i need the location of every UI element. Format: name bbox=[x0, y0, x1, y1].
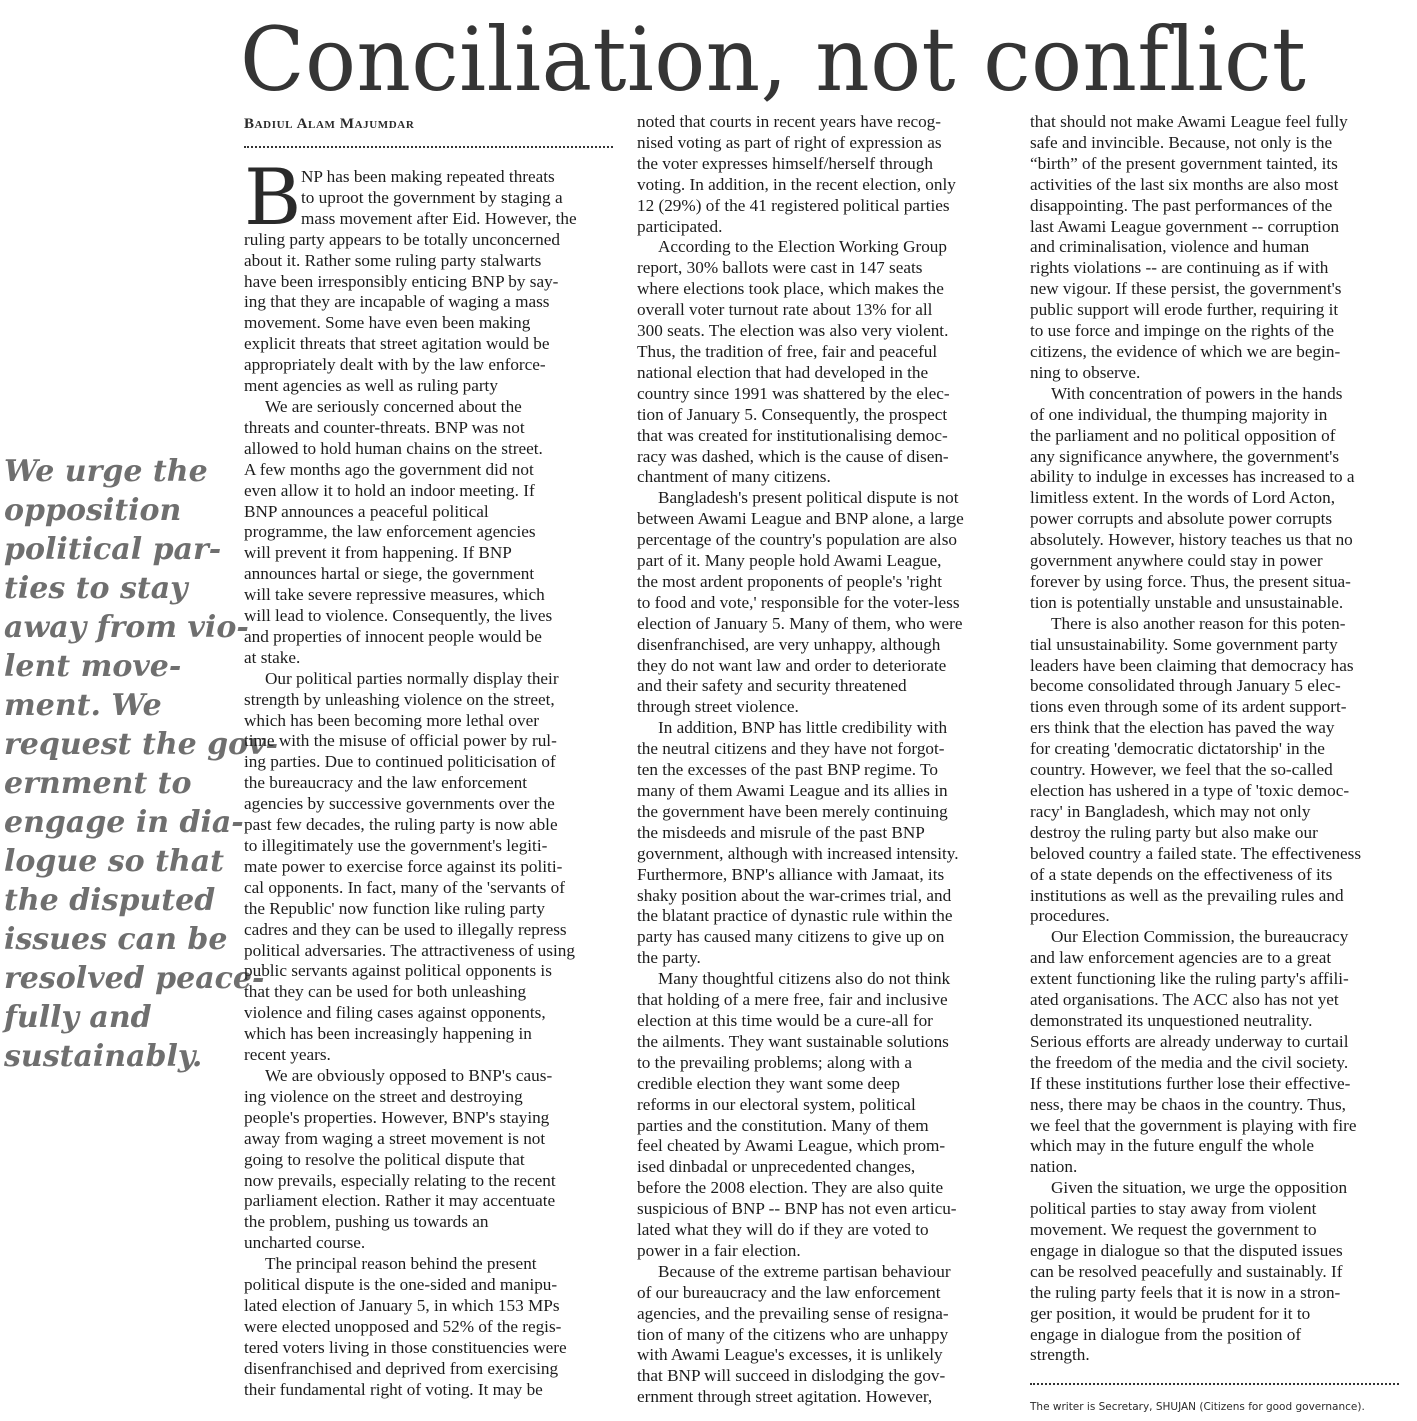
article-text-line: political dispute is the one-sided and manipu- bbox=[244, 1275, 558, 1295]
article-text-line: uncharted course. bbox=[244, 1233, 366, 1253]
article-text-line: absolutely. However, history teaches us that no bbox=[1030, 530, 1353, 550]
article-text-line: the government have been merely continuing bbox=[637, 801, 948, 821]
pull-quote-line: political par- bbox=[4, 532, 222, 567]
pull-quote-line: logue so that bbox=[4, 844, 225, 879]
article-text-line: In addition, BNP has little credibility with bbox=[658, 718, 948, 738]
article-text-line: percentage of the country's population are also bbox=[637, 530, 957, 550]
article-text-line: political parties to stay away from violent bbox=[1030, 1199, 1317, 1219]
article-text-line: threats and counter-threats. BNP was not bbox=[244, 417, 525, 437]
article-text-line: movement. Some have even been making bbox=[244, 313, 531, 333]
article-text-line: tered voters living in those constituencies were bbox=[244, 1337, 567, 1357]
article-text-line: the misdeeds and misrule of the past BNP bbox=[637, 822, 925, 842]
article-text-line: leaders have been claiming that democracy has bbox=[1030, 655, 1354, 675]
headline: Conciliation, not conflict bbox=[240, 8, 1307, 111]
article-text-line: mass movement after Eid. However, the bbox=[301, 208, 577, 228]
article-text-line: racy was dashed, which is the cause of disen- bbox=[637, 446, 949, 466]
byline-divider bbox=[244, 146, 613, 148]
article-text-line: lated what they will do if they are voted to bbox=[637, 1220, 929, 1240]
article-text-line: With concentration of powers in the hands bbox=[1051, 383, 1343, 403]
article-text-line: will lead to violence. Consequently, the lives bbox=[244, 606, 553, 626]
article-text-line: the neutral citizens and they have not forgot- bbox=[637, 739, 945, 759]
article-text-line: through street violence. bbox=[637, 697, 799, 717]
article-text-line: power corrupts and absolute power corrupts bbox=[1030, 509, 1333, 529]
article-text-line: election of January 5. Many of them, who were bbox=[637, 613, 963, 633]
article-text-line: they do not want law and order to deteriorate bbox=[637, 655, 947, 675]
article-text-line: lated election of January 5, in which 153 MPs bbox=[244, 1295, 560, 1315]
article-text-line: we feel that the government is playing with fire bbox=[1030, 1115, 1357, 1135]
article-text-line: If these institutions further lose their effective- bbox=[1030, 1073, 1351, 1093]
author-footnote: The writer is Secretary, SHUJAN (Citizens for good governance). bbox=[1030, 1401, 1365, 1413]
article-text-line: part of it. Many people hold Awami League, bbox=[637, 551, 942, 571]
article-text-line: institutions as well as the prevailing rules and bbox=[1030, 885, 1344, 905]
article-text-line: We are seriously concerned about the bbox=[265, 396, 522, 416]
article-text-line: agencies by successive governments over the bbox=[244, 794, 555, 814]
article-text-line: now prevails, especially relating to the recent bbox=[244, 1170, 556, 1190]
article-text-line: the ailments. They want sustainable solutions bbox=[637, 1031, 949, 1051]
article-text-line: movement. We request the government to bbox=[1030, 1220, 1317, 1240]
article-text-line: racy' in Bangladesh, which may not only bbox=[1030, 801, 1311, 821]
article-text-line: people's properties. However, BNP's staying bbox=[244, 1107, 550, 1127]
article-text-line: parliament election. Rather it may accentuate bbox=[244, 1191, 556, 1211]
article-text-line: any significance anywhere, the government's bbox=[1030, 446, 1340, 466]
article-text-line: We are obviously opposed to BNP's caus- bbox=[265, 1065, 553, 1085]
article-text-line: and their safety and security threatened bbox=[637, 676, 907, 696]
article-text-line: the problem, pushing us towards an bbox=[244, 1212, 489, 1232]
article-text-line: demonstrated its unquestioned neutrality. bbox=[1030, 1010, 1313, 1030]
article-text-line: that should not make Awami League feel fully bbox=[1030, 112, 1348, 131]
article-text-line: past few decades, the ruling party is now able bbox=[244, 815, 558, 835]
article-text-line: their fundamental right of voting. It may be bbox=[244, 1379, 543, 1399]
article-text-line: BNP announces a peaceful political bbox=[244, 501, 489, 521]
article-text-line: ing that they are incapable of waging a mass bbox=[244, 292, 550, 312]
article-text-line: many of them Awami League and its allies in bbox=[637, 781, 948, 800]
article-text-line: tial unsustainability. Some government party bbox=[1030, 634, 1338, 654]
article-text-line: the ruling party feels that it is now in a stron- bbox=[1030, 1282, 1341, 1302]
article-text-line: can be resolved peacefully and sustainably. If bbox=[1030, 1261, 1343, 1281]
article-text-line: public support will erode further, requiring it bbox=[1030, 300, 1339, 320]
article-text-line: to food and vote,' responsible for the voter-less bbox=[637, 592, 960, 612]
article-text-line: ability to indulge in excesses has increased to a bbox=[1030, 467, 1355, 487]
article-text-line: NP has been making repeated threats bbox=[301, 167, 555, 186]
article-text-line: that they can be used for both unleashing bbox=[244, 982, 527, 1002]
article-text-line: where elections took place, which makes the bbox=[637, 279, 944, 299]
byline: Badiul Alam Majumdar bbox=[244, 116, 415, 132]
article-text-line: report, 30% ballots were cast in 147 seats bbox=[637, 258, 923, 278]
article-text-line: to uproot the government by staging a bbox=[301, 187, 563, 207]
article-text-line: to illegitimately use the government's legiti- bbox=[244, 836, 548, 855]
article-text-line: the voter expresses himself/herself through bbox=[637, 153, 933, 173]
article-text-line: to the prevailing problems; along with a bbox=[637, 1052, 912, 1072]
article-text-line: which has been increasingly happening in bbox=[244, 1024, 532, 1044]
article-text-line: tions even through some of its ardent support- bbox=[1030, 697, 1347, 717]
article-text-line: for creating 'democratic dictatorship' in the bbox=[1030, 739, 1325, 759]
article-text-line: that was created for institutionalising democ- bbox=[637, 425, 948, 445]
article-text-line: recent years. bbox=[244, 1045, 331, 1065]
article-column-1 bbox=[244, 153, 619, 1400]
article-text-line: ers think that the election has paved the way bbox=[1030, 718, 1335, 738]
article-text-line: Serious efforts are already underway to curtail bbox=[1030, 1031, 1349, 1051]
article-text-line: country. However, we feel that the so-called bbox=[1030, 760, 1333, 780]
article-text-line: Because of the extreme partisan behaviour bbox=[658, 1261, 951, 1281]
article-text-line: election at this time would be a cure-all for bbox=[637, 1010, 933, 1030]
article-text-line: the blatant practice of dynastic rule within the bbox=[637, 906, 953, 926]
article-text-line: ger position, it would be prudent for it to bbox=[1030, 1303, 1311, 1323]
pull-quote-line: sustainably. bbox=[4, 1039, 203, 1074]
article-text-line: the freedom of the media and the civil society. bbox=[1030, 1052, 1349, 1072]
article-text-line: feel cheated by Awami League, which prom- bbox=[637, 1136, 946, 1156]
article-text-line: ing parties. Due to continued politicisation of bbox=[244, 752, 556, 772]
article-text-line: have been irresponsibly enticing BNP by say- bbox=[244, 271, 559, 291]
article-text-line: the party. bbox=[637, 948, 701, 968]
article-text-line: that holding of a mere free, fair and inclusive bbox=[637, 990, 948, 1010]
article-text-line: away from waging a street movement is not bbox=[244, 1128, 546, 1148]
article-text-line: government anywhere could stay in power bbox=[1030, 551, 1323, 571]
article-text-line: tion is potentially unstable and unsustainable. bbox=[1030, 592, 1344, 612]
article-text-line: national election that had developed in the bbox=[637, 362, 929, 382]
article-column-2 bbox=[637, 112, 1012, 1408]
article-text-line: which has been becoming more lethal over bbox=[244, 710, 539, 730]
article-text-line: party has caused many citizens to give up on bbox=[637, 927, 945, 947]
article-text-line: shaky position about the war-crimes trial, and bbox=[637, 885, 952, 905]
article-text-line: ness, there may be chaos in the country. Thus, bbox=[1030, 1094, 1346, 1114]
article-text-line: and properties of innocent people would be bbox=[244, 626, 542, 646]
article-text-line: and law enforcement agencies are to a great bbox=[1030, 948, 1332, 968]
pull-quote-line: lent move- bbox=[4, 649, 182, 684]
article-text-line: programme, the law enforcement agencies bbox=[244, 522, 536, 542]
article-text-line: ing violence on the street and destroying bbox=[244, 1086, 523, 1106]
article-text-line: were elected unopposed and 52% of the regis- bbox=[244, 1316, 562, 1336]
article-text-line: According to the Election Working Group bbox=[658, 237, 947, 257]
article-text-line: citizens, the evidence of which we are begin- bbox=[1030, 341, 1341, 361]
article-text-line: violence and filing cases against opponents, bbox=[244, 1003, 546, 1023]
article-text-line: public servants against political opponents is bbox=[244, 961, 552, 981]
pull-quote-line: request the gov- bbox=[4, 727, 279, 762]
article-text-line: beloved country a failed state. The effectiveness bbox=[1030, 843, 1362, 863]
article-text-line: extent functioning like the ruling party's affili- bbox=[1030, 969, 1349, 989]
article-text-line: strength. bbox=[1030, 1345, 1090, 1365]
article-text-line: noted that courts in recent years have recog- bbox=[637, 112, 941, 131]
article-text-line: rights violations -- are continuing as if with bbox=[1030, 258, 1329, 278]
pull-quote-line: We urge the bbox=[4, 454, 208, 489]
article-text-line: limitless extent. In the words of Lord Acton, bbox=[1030, 488, 1336, 508]
article-text-line: cal opponents. In fact, many of the 'servants of bbox=[244, 877, 565, 897]
article-text-line: The principal reason behind the present bbox=[265, 1254, 537, 1274]
pull-quote-line: engage in dia- bbox=[4, 805, 244, 840]
article-text-line: of one individual, the thumping majority in bbox=[1030, 404, 1328, 424]
article-text-line: overall voter turnout rate about 13% for all bbox=[637, 300, 933, 320]
article-text-line: going to resolve the political dispute that bbox=[244, 1149, 525, 1169]
article-text-line: ated organisations. The ACC also has not yet bbox=[1030, 990, 1339, 1010]
article-text-line: activities of the last six months are also most bbox=[1030, 174, 1339, 194]
article-text-line: suspicious of BNP -- BNP has not even articu- bbox=[637, 1199, 957, 1219]
article-text-line: government, although with increased intensity. bbox=[637, 843, 959, 863]
article-text-line: about it. Rather some ruling party stalwarts bbox=[244, 250, 542, 270]
article-text-line: country since 1991 was shattered by the elec- bbox=[637, 383, 950, 403]
article-text-line: between Awami League and BNP alone, a large bbox=[637, 509, 964, 529]
article-text-line: credible election they want some deep bbox=[637, 1073, 900, 1093]
article-text-line: last Awami League government -- corruption bbox=[1030, 216, 1340, 236]
article-text-line: of a state depends on the effectiveness of its bbox=[1030, 864, 1333, 884]
article-text-line: appropriately dealt with by the law enforce- bbox=[244, 355, 546, 375]
article-text-line: which may in the future engulf the whole bbox=[1030, 1136, 1314, 1156]
article-text-line: safe and invincible. Because, not only is the bbox=[1030, 132, 1333, 152]
article-text-line: ten the excesses of the past BNP regime. To bbox=[637, 760, 938, 780]
article-text-line: to use force and impinge on the rights of the bbox=[1030, 321, 1335, 341]
article-text-line: agencies, and the prevailing sense of resigna- bbox=[637, 1303, 949, 1323]
article-text-line: and criminalisation, violence and human bbox=[1030, 237, 1310, 257]
pull-quote-line: issues can be bbox=[4, 922, 228, 957]
drop-cap: B bbox=[244, 153, 302, 243]
article-text-line: Given the situation, we urge the opposition bbox=[1051, 1178, 1348, 1198]
article-text-line: become consolidated through January 5 elec- bbox=[1030, 676, 1341, 696]
article-text-line: parties and the constitution. Many of them bbox=[637, 1115, 929, 1135]
article-text-line: allowed to hold human chains on the street. bbox=[244, 438, 543, 458]
article-text-line: the most ardent proponents of people's 'right bbox=[637, 571, 943, 591]
article-text-line: the Republic' now function like ruling party bbox=[244, 898, 545, 918]
article-text-line: participated. bbox=[637, 216, 723, 236]
article-text-line: new vigour. If these persist, the government's bbox=[1030, 279, 1342, 299]
article-text-line: engage in dialogue from the position of bbox=[1030, 1324, 1302, 1344]
article-text-line: election has ushered in a type of 'toxic democ- bbox=[1030, 781, 1350, 800]
article-text-line: political adversaries. The attractiveness of using bbox=[244, 940, 575, 960]
article-text-line: power in a fair election. bbox=[637, 1240, 801, 1260]
article-text-line: Furthermore, BNP's alliance with Jamaat, its bbox=[637, 864, 945, 884]
article-text-line: chantment of many citizens. bbox=[637, 467, 831, 487]
article-text-line: that BNP will succeed in dislodging the gov- bbox=[637, 1366, 946, 1386]
article-column-3 bbox=[1030, 112, 1405, 1366]
article-text-line: Many thoughtful citizens also do not think bbox=[658, 969, 951, 989]
article-text-line: at stake. bbox=[244, 647, 301, 667]
article-text-line: disenfranchised, are very unhappy, although bbox=[637, 634, 941, 654]
article-text-line: ning to observe. bbox=[1030, 362, 1141, 382]
article-text-line: before the 2008 election. They are also quite bbox=[637, 1178, 944, 1198]
pull-quote-line: the disputed bbox=[4, 883, 216, 918]
pull-quote-line: ernment to bbox=[4, 766, 192, 801]
article-text-line: ment agencies as well as ruling party bbox=[244, 376, 498, 396]
article-text-line: ised dinbadal or unprecedented changes, bbox=[637, 1157, 916, 1177]
article-text-line: procedures. bbox=[1030, 906, 1110, 926]
article-text-line: will take severe repressive measures, which bbox=[244, 585, 545, 605]
article-text-line: the bureaucracy and the law enforcement bbox=[244, 773, 527, 793]
article-text-line: even allow it to hold an indoor meeting. If bbox=[244, 480, 535, 500]
article-text-line: mate power to exercise force against its politi- bbox=[244, 856, 563, 876]
article-text-line: tion of many of the citizens who are unhappy bbox=[637, 1324, 949, 1344]
article-text-line: forever by using force. Thus, the present situa- bbox=[1030, 571, 1351, 591]
article-text-line: A few months ago the government did not bbox=[244, 459, 534, 479]
article-text-line: Our political parties normally display their bbox=[265, 668, 559, 688]
article-text-line: destroy the ruling party but also make our bbox=[1030, 822, 1318, 842]
article-text-line: time with the misuse of official power by rul- bbox=[244, 731, 557, 751]
article-text-line: will prevent it from happening. If BNP bbox=[244, 543, 512, 563]
article-text-line: Our Election Commission, the bureaucracy bbox=[1051, 927, 1349, 947]
article-text-line: cadres and they can be used to illegally repress bbox=[244, 919, 567, 939]
article-text-line: Thus, the tradition of free, fair and peaceful bbox=[637, 341, 938, 361]
article-text-line: with Awami League's excesses, it is unlikely bbox=[637, 1345, 943, 1365]
article-text-line: reforms in our electoral system, political bbox=[637, 1094, 916, 1114]
pull-quote-line: ties to stay bbox=[4, 571, 188, 606]
article-text-line: nation. bbox=[1030, 1157, 1078, 1177]
article-text-line: announces hartal or siege, the government bbox=[244, 564, 535, 584]
article-text-line: disappointing. The past performances of the bbox=[1030, 195, 1333, 215]
pull-quote-line: fully and bbox=[4, 1000, 152, 1035]
article-text-line: voting. In addition, in the recent election, only bbox=[637, 174, 956, 194]
article-text-line: nised voting as part of right of expression as bbox=[637, 132, 942, 152]
article-text-line: strength by unleashing violence on the street, bbox=[244, 689, 555, 709]
article-text-line: There is also another reason for this poten- bbox=[1051, 613, 1346, 633]
pull-quote-line: away from vio- bbox=[4, 610, 249, 645]
article-text-line: 300 seats. The election was also very violent. bbox=[637, 321, 949, 341]
pull-quote-line: resolved peace- bbox=[4, 961, 265, 996]
article-text-line: ruling party appears to be totally unconcerned bbox=[244, 229, 560, 249]
article-text-line: disenfranchised and deprived from exercising bbox=[244, 1358, 559, 1378]
pull-quote-line: opposition bbox=[4, 493, 182, 528]
article-text-line: 12 (29%) of the 41 registered political parties bbox=[637, 195, 950, 215]
article-text-line: the parliament and no political opposition of bbox=[1030, 425, 1336, 445]
article-text-line: Bangladesh's present political dispute is not bbox=[658, 488, 959, 508]
article-text-line: ernment through street agitation. However, bbox=[637, 1387, 933, 1407]
pull-quote-line: ment. We bbox=[4, 688, 162, 723]
article-text-line: explicit threats that street agitation would be bbox=[244, 334, 550, 354]
article-text-line: tion of January 5. Consequently, the prospect bbox=[637, 404, 948, 424]
article-text-line: of our bureaucracy and the law enforcement bbox=[637, 1282, 941, 1302]
footnote-divider bbox=[1030, 1383, 1399, 1385]
article-text-line: “birth” of the present government tainted, its bbox=[1030, 153, 1338, 173]
article-text-line: engage in dialogue so that the disputed issues bbox=[1030, 1240, 1343, 1260]
